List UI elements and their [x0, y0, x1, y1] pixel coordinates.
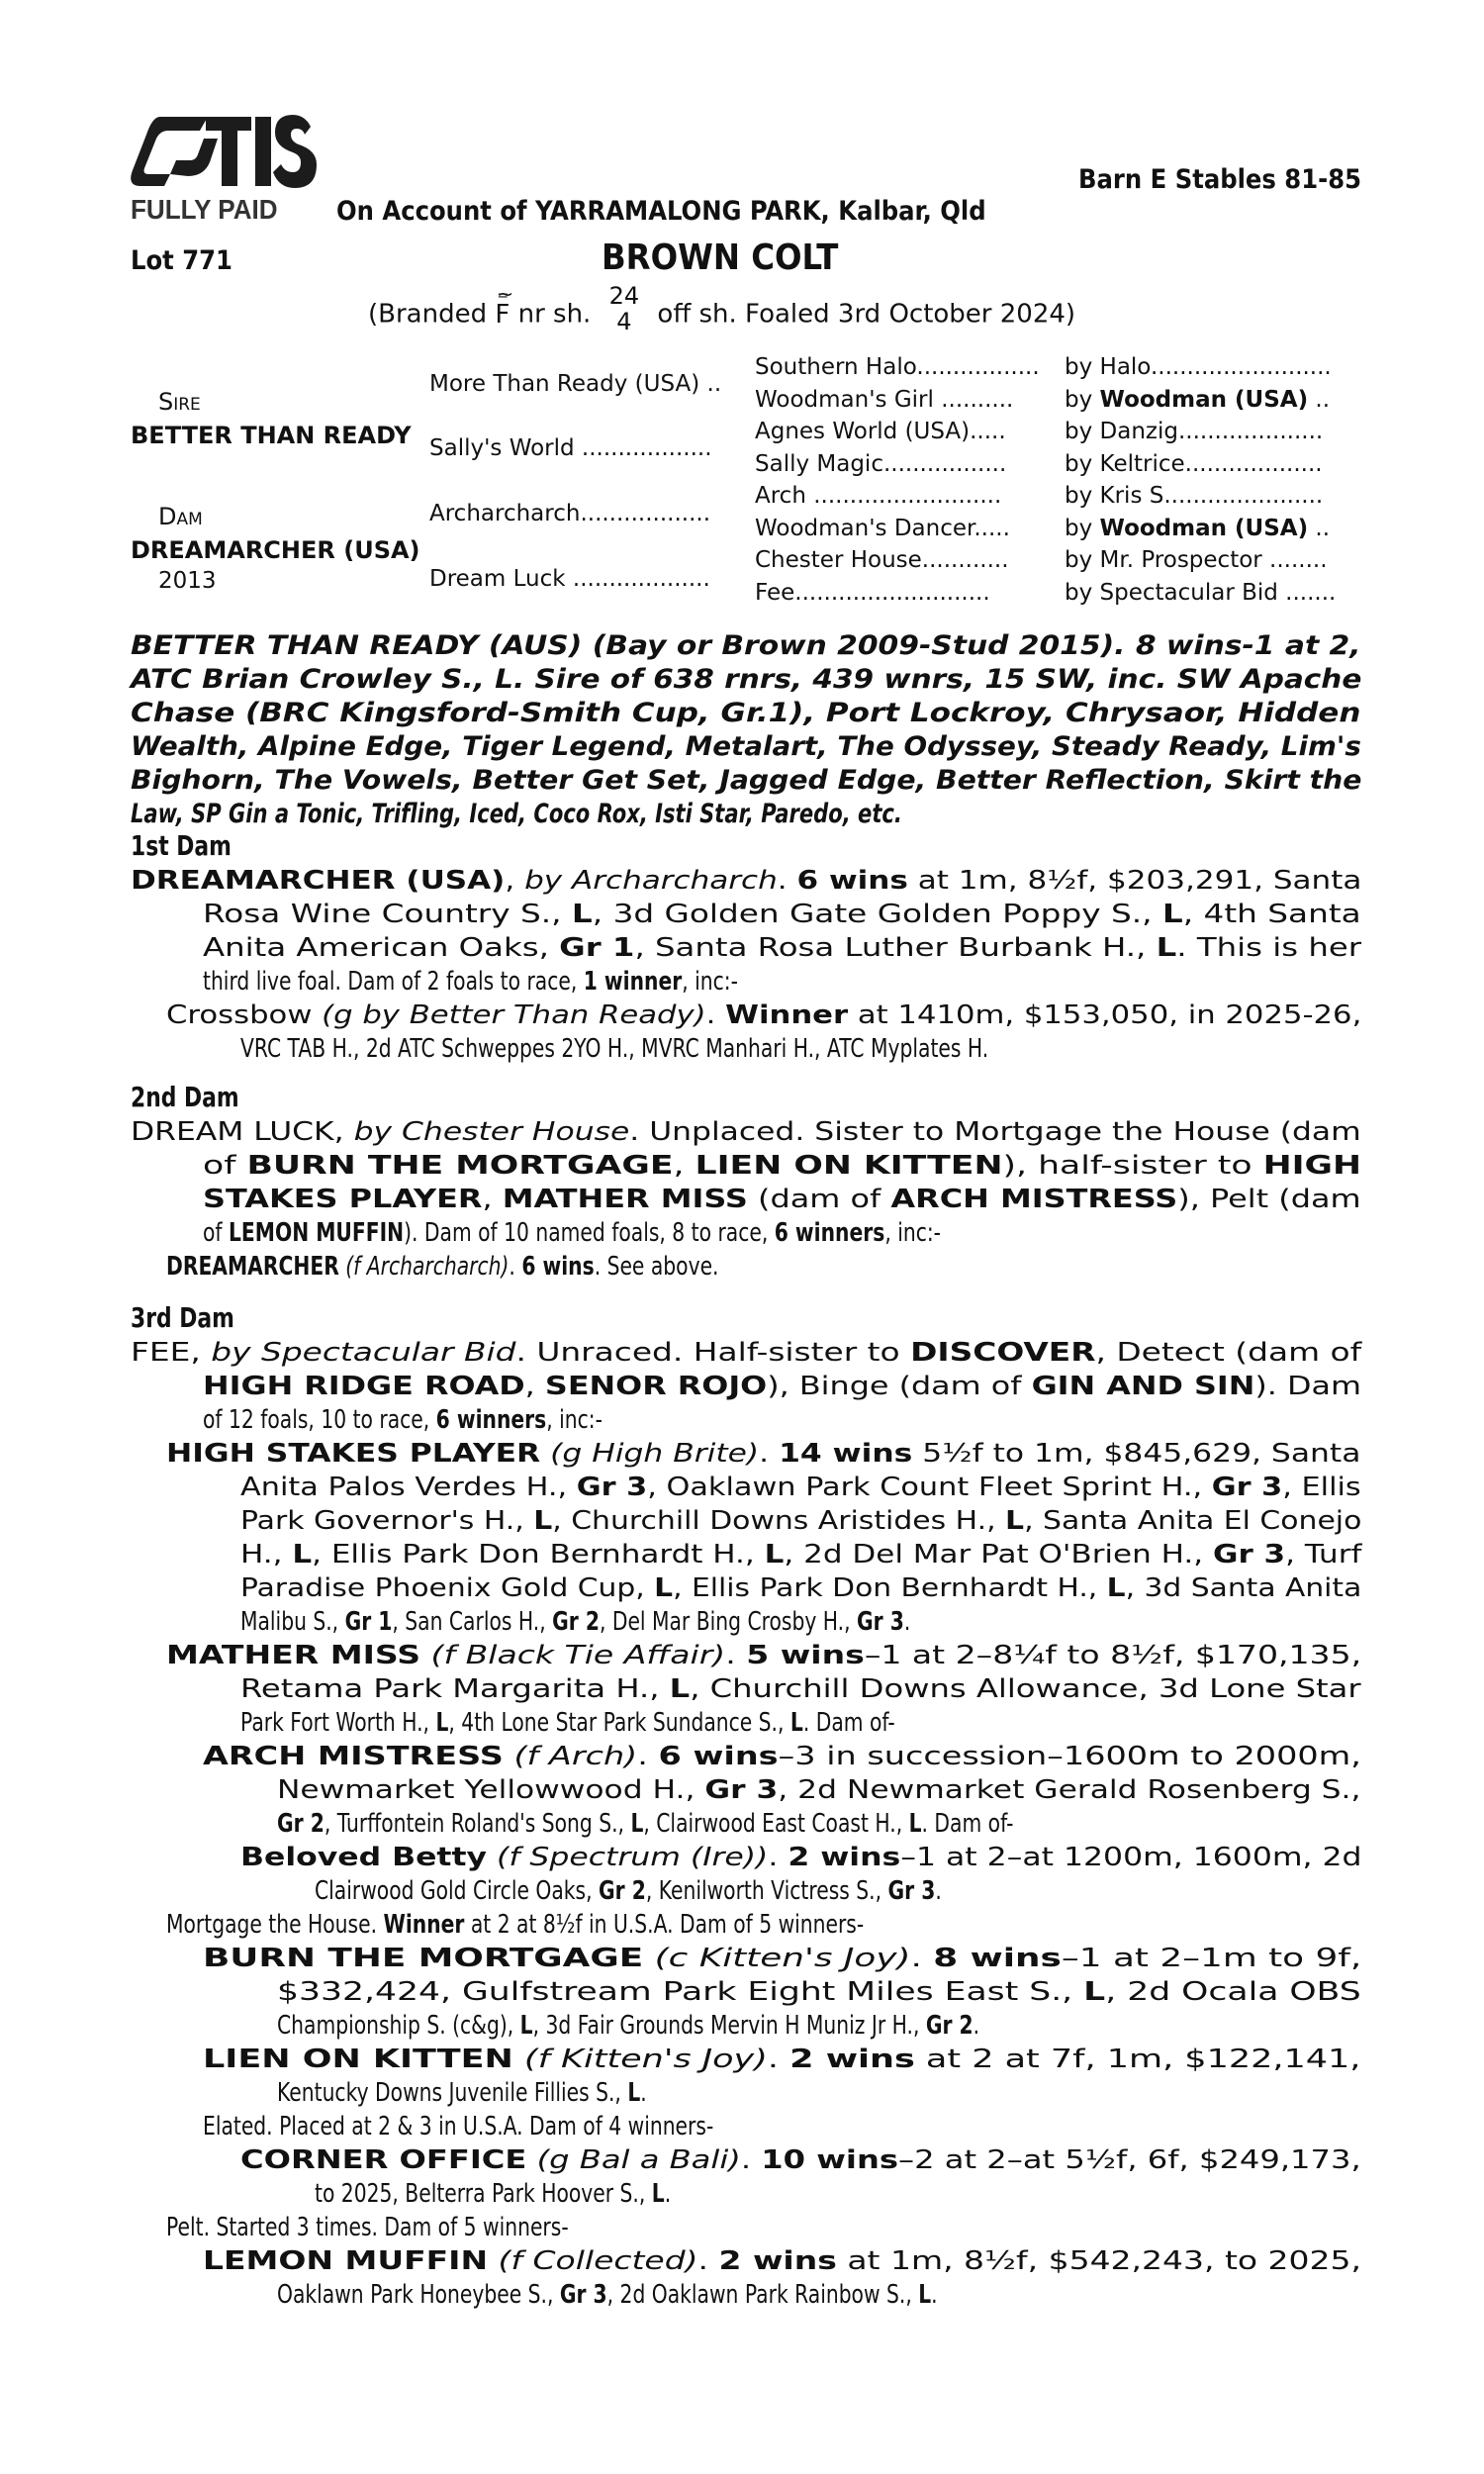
text: , Churchill Downs Allowance, 3d Lone Star: [690, 1674, 1361, 1704]
section-heading: 2nd Dam: [131, 1081, 239, 1113]
bold-text: Gr 3: [1212, 1540, 1286, 1570]
vendor-account: On Account of YARRAMALONG PARK, Kalbar, Qld: [336, 196, 986, 227]
bold-text: L: [630, 1809, 644, 1839]
text: . Unraced. Half-sister to: [515, 1338, 911, 1368]
sire-summary-line: ATC Brian Crowley S., L. Sire of 638 rnrs, 439 wnrs, 15 SW, inc. SW Apache: [131, 664, 1362, 695]
text: [504, 1742, 514, 1771]
text: [420, 1641, 431, 1670]
pedigree-text-line: [203, 1216, 941, 1250]
bold-text: L: [1005, 1506, 1025, 1536]
italic-text: (f Spectrum (Ire)): [497, 1843, 769, 1872]
text: , 2d Ocala OBS: [1105, 1977, 1361, 2007]
text: Elated. Placed at 2 & 3 in U.S.A. Dam of 4 winners-: [203, 2112, 714, 2141]
bold-text: L: [533, 1506, 553, 1536]
bold-text: HIGH: [1262, 1151, 1361, 1181]
text: Rosa Wine Country S.,: [203, 900, 572, 929]
text: –2 at 2–at 5½f, 6f, $249,173,: [897, 2145, 1361, 2175]
text: ,: [524, 1372, 545, 1401]
text: FEE,: [131, 1338, 212, 1368]
text: . This is her: [1176, 933, 1362, 963]
pedigree-text-line: [131, 1115, 1361, 1149]
text: Park Governor's H.,: [240, 1506, 534, 1536]
text: , 3d Fair Grounds Mervin H Muniz Jr H.,: [532, 2011, 926, 2041]
text: Malibu S.,: [240, 1607, 345, 1637]
text: , Clairwood East Coast H.,: [643, 1809, 909, 1839]
text: , 3d Golden Gate Golden Poppy S.,: [592, 900, 1162, 929]
text: , Oaklawn Park Count Fleet Sprint H.,: [647, 1473, 1212, 1502]
sire-label: Sire: [158, 388, 201, 416]
pedigree-gen3-by: by Halo.........................: [1065, 354, 1332, 380]
bold-text: DREAMARCHER: [166, 1252, 339, 1282]
bold-text: LEMON MUFFIN: [203, 2246, 489, 2276]
text: Paradise Phoenix Gold Cup,: [240, 1573, 655, 1603]
pedigree-text-line: [166, 1437, 1360, 1471]
text: VRC TAB H., 2d ATC Schweppes 2YO H., MVRC Manhari H., ATC Myplates H.: [240, 1034, 989, 1064]
pedigree-gen3-name: Fee...........................: [755, 579, 990, 606]
bold-text: Gr 3: [704, 1775, 779, 1805]
bold-text: Gr 2: [552, 1607, 600, 1637]
bold-text: 5 wins: [746, 1641, 865, 1670]
bold-text: 6 winners: [435, 1405, 547, 1435]
text: .: [973, 2011, 980, 2041]
text: Retama Park Margarita H.,: [240, 1674, 670, 1704]
text: . Dam of-: [802, 1708, 895, 1738]
text: , Turf: [1285, 1540, 1362, 1570]
italic-text: by Spectacular Bid: [211, 1338, 516, 1368]
text: Anita Palos Verdes H.,: [240, 1473, 577, 1502]
text: .: [664, 2179, 672, 2209]
text: at 1m, 8½f, $203,291, Santa: [907, 866, 1362, 896]
text: , Ellis: [1282, 1473, 1361, 1502]
text: –1 at 2–1m to 9f,: [1061, 1944, 1362, 1973]
bold-text: Gr 2: [277, 1809, 325, 1839]
bold-text: L: [789, 1708, 803, 1738]
pedigree-gen3-sire: [1065, 580, 1336, 606]
text: Clairwood Gold Circle Oaks,: [315, 1876, 599, 1906]
text: .: [740, 2145, 762, 2175]
pedigree-gen3-name: Woodman's Dancer.....: [755, 515, 1010, 541]
bold-text: L: [519, 2011, 533, 2041]
text: , inc:-: [682, 967, 738, 997]
pedigree-gen3-name: Arch ..........................: [755, 483, 1002, 509]
bold-text: Gr 3: [887, 1876, 936, 1906]
sire-summary-line: BETTER THAN READY (AUS) (Bay or Brown 2009-Stud 2015). 8 wins-1 at 2,: [131, 630, 1361, 661]
sire-summary-line: Wealth, Alpine Edge, Tiger Legend, Metalart, The Odyssey, Steady Ready, Lim's: [131, 731, 1361, 762]
pedigree-gen3-by: by Danzig....................: [1065, 419, 1324, 444]
pedigree-text-line: [240, 1538, 1361, 1571]
section-heading: 3rd Dam: [131, 1301, 234, 1334]
bold-text: Winner: [383, 1910, 465, 1940]
brand-line: [368, 282, 1076, 340]
italic-text: (f Archarcharch): [345, 1252, 510, 1282]
pedigree-gen3-name: Sally Magic.................: [755, 450, 1007, 477]
bold-text: 2 wins: [788, 1843, 901, 1872]
text: of: [203, 1218, 229, 1248]
dam-year: 2013: [158, 568, 217, 594]
text: Newmarket Yellowwood H.,: [277, 1775, 705, 1805]
text: –1 at 2–at 1200m, 1600m, 2d: [900, 1843, 1362, 1872]
text: .: [935, 1876, 942, 1906]
bold-text: L: [918, 2280, 932, 2310]
bold-text: L: [764, 1540, 785, 1570]
bold-text: L: [435, 1708, 449, 1738]
bold-text: STAKES PLAYER: [203, 1185, 483, 1214]
bold-text: 6 wins: [658, 1742, 779, 1771]
pedigree-text-line: [166, 999, 1361, 1032]
dam-name: DREAMARCHER (USA): [131, 536, 420, 564]
text: , Ellis Park Don Bernhardt H.,: [673, 1573, 1107, 1603]
italic-text: by Chester House: [353, 1117, 630, 1147]
pedigree-gen2-0: More Than Ready (USA) ..: [429, 371, 722, 397]
pedigree-gen3-by-bold: Woodman (USA): [1099, 386, 1309, 413]
italic-text: (f Arch): [513, 1742, 638, 1771]
bold-text: MATHER MISS: [502, 1185, 748, 1214]
text: . See above.: [594, 1252, 719, 1282]
pedigree-text-line: [240, 1605, 910, 1639]
bold-text: CORNER OFFICE: [240, 2145, 527, 2175]
pedigree-gen3-by: by Keltrice...................: [1065, 450, 1323, 477]
italic-text: by Archarcharch: [524, 866, 778, 896]
bold-text: ARCH MISTRESS: [890, 1185, 1178, 1214]
pedigree-gen3-by: by: [1065, 515, 1100, 541]
lot-number: Lot 771: [131, 245, 232, 276]
bold-text: L: [292, 1540, 313, 1570]
sire-summary-line: Chase (BRC Kingsford-Smith Cup, Gr.1), Port Lockroy, Chrysaor, Hidden: [131, 698, 1361, 728]
text: .: [705, 1000, 726, 1030]
pedigree-text-line: [166, 1639, 1361, 1672]
pedigree-text-line: [240, 1032, 988, 1066]
pedigree-text-line: [203, 1403, 603, 1437]
italic-text: (g by Better Than Ready): [322, 1000, 706, 1030]
branded-prefix: (Branded: [368, 299, 488, 330]
pedigree-text-line: [203, 1740, 1361, 1773]
text: [526, 2145, 536, 2175]
brand-letter-icon: ~ F =: [495, 300, 510, 330]
pedigree-text-line: [203, 898, 1361, 931]
bold-text: GIN AND SIN: [1031, 1372, 1255, 1401]
pedigree-gen3-sire: [1065, 547, 1328, 573]
text: , Churchill Downs Aristides H.,: [552, 1506, 1006, 1536]
text: Oaklawn Park Honeybee S.,: [277, 2280, 560, 2310]
text: at 2 at 7f, 1m, $122,141,: [914, 2045, 1361, 2074]
text: , Del Mar Bing Crosby H.,: [599, 1607, 858, 1637]
bold-text: HIGH RIDGE ROAD: [203, 1372, 525, 1401]
pedigree-gen3-by-post: ..: [1308, 386, 1331, 413]
pedigree-text-line: [203, 2244, 1361, 2278]
text: Crossbow: [166, 1000, 323, 1030]
text: of 12 foals, 10 to race,: [203, 1405, 436, 1435]
sire-summary-line: Law, SP Gin a Tonic, Trifling, Iced, Coco Rox, Isti Star, Paredo, etc.: [131, 799, 902, 829]
bold-text: L: [1106, 1573, 1126, 1603]
bold-text: 14 wins: [779, 1439, 913, 1469]
text: .: [725, 1641, 747, 1670]
pedigree-text-line: [166, 1250, 718, 1284]
bold-text: Gr 3: [559, 2280, 607, 2310]
pedigree-gen3-by-post: ..: [1308, 515, 1331, 541]
text: , Santa Rosa Luther Burbank H.,: [634, 933, 1157, 963]
pedigree-text-line: [277, 1975, 1361, 2009]
text: third live foal. Dam of 2 foals to race,: [203, 967, 584, 997]
text: DREAM LUCK,: [131, 1117, 354, 1147]
pedigree-text-line: [240, 1471, 1361, 1504]
bold-text: BURN THE MORTGAGE: [203, 1944, 644, 1973]
text: ). Dam of 10 named foals, 8 to race,: [404, 1218, 775, 1248]
pedigree-text-line: [240, 1672, 1361, 1706]
pedigree-text-line: [131, 864, 1361, 898]
pedigree-text-line: [203, 1149, 1361, 1183]
bold-text: Gr 3: [1211, 1473, 1283, 1502]
text: , Santa Anita El Conejo: [1024, 1506, 1362, 1536]
text: ,: [482, 1185, 503, 1214]
bold-text: L: [654, 1573, 674, 1603]
bold-text: 10 wins: [761, 2145, 898, 2175]
text: , 4th Santa: [1182, 900, 1361, 929]
text: of: [203, 1151, 247, 1181]
pedigree-text-line: [240, 1571, 1361, 1605]
text: $332,424, Gulfstream Park Eight Miles East S.,: [277, 1977, 1084, 2007]
italic-text: (f Black Tie Affair): [430, 1641, 726, 1670]
bold-text: L: [571, 900, 593, 929]
pedigree-gen3-by-bold: Woodman (USA): [1099, 515, 1309, 541]
lot-title: BROWN COLT: [602, 238, 839, 278]
text: [540, 1439, 550, 1469]
brand-fraction-bottom: 4: [616, 308, 632, 335]
pedigree-gen3-name: Southern Halo.................: [755, 354, 1040, 380]
pedigree-gen3-sire: [1065, 451, 1323, 477]
bold-text: 6 winners: [774, 1218, 885, 1248]
bold-text: Gr 2: [925, 2011, 974, 2041]
text: .: [640, 2078, 647, 2108]
brand-fraction-top: 24: [608, 282, 640, 310]
otis-wordmark-icon: [131, 111, 319, 190]
text: [513, 2045, 524, 2074]
text: , inc:-: [546, 1405, 603, 1435]
text: H.,: [240, 1540, 293, 1570]
brand-fraction: [609, 283, 640, 334]
text: [643, 1944, 654, 1973]
bold-text: SENOR ROJO: [544, 1372, 768, 1401]
pedigree-text-line: [131, 1336, 1361, 1370]
text: Park Fort Worth H.,: [240, 1708, 436, 1738]
pedigree-text-line: [277, 2076, 647, 2110]
bold-text: LIEN ON KITTEN: [203, 2045, 513, 2074]
bold-text: L: [1083, 1977, 1106, 2007]
text: .: [903, 1607, 911, 1637]
text: , 2d Oaklawn Park Rainbow S.,: [606, 2280, 919, 2310]
pedigree-text-line: [277, 2009, 979, 2043]
pedigree-text-line: [240, 2143, 1361, 2177]
text: . Dam of-: [921, 1809, 1014, 1839]
bold-text: L: [1156, 933, 1177, 963]
bold-text: DREAMARCHER (USA): [131, 866, 506, 896]
pedigree-gen3-sire: [1065, 419, 1323, 444]
text: , Turffontein Roland's Song S.,: [324, 1809, 631, 1839]
text: –1 at 2–8¼f to 8½f, $170,135,: [864, 1641, 1362, 1670]
bold-text: Gr 3: [576, 1473, 648, 1502]
pedigree-gen3-by: by Spectacular Bid .......: [1065, 579, 1337, 606]
text: , Kenilworth Victress S.,: [645, 1876, 888, 1906]
bold-text: 2 wins: [789, 2045, 915, 2074]
bold-text: Gr 3: [857, 1607, 904, 1637]
otis-logo: [131, 111, 319, 239]
fully-paid-label: FULLY PAID: [131, 194, 278, 225]
text: .: [931, 2280, 938, 2310]
pedigree-gen2-3: Dream Luck ...................: [429, 566, 710, 592]
text: , inc:-: [884, 1218, 941, 1248]
bold-text: 8 wins: [933, 1944, 1062, 1973]
barn-location: Barn E Stables 81-85: [1078, 164, 1361, 195]
text: , 2d Newmarket Gerald Rosenberg S.,: [778, 1775, 1361, 1805]
bold-text: Gr 1: [559, 933, 635, 963]
text: 5½f to 1m, $845,629, Santa: [912, 1439, 1361, 1469]
bold-text: BURN THE MORTGAGE: [246, 1151, 674, 1181]
text: ). Dam: [1254, 1372, 1361, 1401]
pedigree-gen3-by: by: [1065, 386, 1100, 413]
pedigree-gen3-sire: [1065, 483, 1323, 509]
pedigree-text-line: [203, 931, 1361, 965]
pedigree-gen3-name: Woodman's Girl ..........: [755, 386, 1014, 413]
text: Kentucky Downs Juvenile Fillies S.,: [277, 2078, 628, 2108]
bold-text: 2 wins: [718, 2246, 837, 2276]
text: , 4th Lone Star Park Sundance S.,: [448, 1708, 790, 1738]
bold-text: HIGH STAKES PLAYER: [166, 1439, 541, 1469]
text: .: [697, 2246, 719, 2276]
text: at 1410m, $153,050, in 2025-26,: [848, 1000, 1362, 1030]
text: .: [768, 1843, 788, 1872]
text: at 2 at 8½f in U.S.A. Dam of 5 winners-: [464, 1910, 865, 1940]
pedigree-text-line: [277, 1773, 1360, 1807]
text: , Ellis Park Don Bernhardt H.,: [312, 1540, 765, 1570]
text: , 2d Del Mar Pat O'Brien H.,: [784, 1540, 1213, 1570]
text: (dam of: [747, 1185, 891, 1214]
pedigree-text-line: [240, 1504, 1361, 1538]
text: –3 in succession–1600m to 2000m,: [778, 1742, 1361, 1771]
text: [487, 1843, 497, 1872]
text: [488, 2246, 498, 2276]
text: ), half-sister to: [1002, 1151, 1263, 1181]
pedigree-gen3-by: by Mr. Prospector ........: [1065, 547, 1328, 573]
pedigree-text-line: [203, 1942, 1361, 1975]
pedigree-text-line: [203, 1183, 1361, 1216]
pedigree-text-line: [315, 2177, 671, 2211]
pedigree-gen3-sire: [1065, 387, 1330, 413]
text: .: [777, 866, 797, 896]
text: .: [509, 1252, 522, 1282]
pedigree-text-line: [203, 2110, 713, 2143]
pedigree-text-line: [203, 1370, 1361, 1403]
text: . Unplaced. Sister to Mortgage the House (dam: [629, 1117, 1361, 1147]
section-heading: 1st Dam: [131, 829, 232, 862]
text: , San Carlos H.,: [392, 1607, 553, 1637]
italic-text: (g Bal a Bali): [536, 2145, 741, 2175]
text: ), Binge (dam of: [767, 1372, 1032, 1401]
text: Mortgage the House.: [166, 1910, 384, 1940]
text: .: [910, 1944, 934, 1973]
bold-text: MATHER MISS: [166, 1641, 421, 1670]
bold-text: L: [627, 2078, 641, 2108]
bold-text: LEMON MUFFIN: [228, 1218, 405, 1248]
pedigree-text-line: [277, 1807, 1013, 1841]
italic-text: (f Collected): [498, 2246, 698, 2276]
text: ,: [673, 1151, 696, 1181]
bold-text: Gr 1: [344, 1607, 393, 1637]
italic-text: (c Kitten's Joy): [654, 1944, 911, 1973]
bold-text: LIEN ON KITTEN: [695, 1151, 1003, 1181]
bold-text: Winner: [725, 1000, 849, 1030]
bold-text: L: [1161, 900, 1183, 929]
bold-text: L: [651, 2179, 665, 2209]
pedigree-gen3-by: by Kris S......................: [1065, 483, 1324, 509]
branded-near: nr sh.: [517, 299, 592, 330]
text: Pelt. Started 3 times. Dam of 5 winners-: [166, 2213, 569, 2242]
text: .: [759, 1439, 780, 1469]
pedigree-gen2-1: Sally's World ..................: [429, 435, 712, 461]
text: Championship S. (c&g),: [277, 2011, 520, 2041]
pedigree-gen3-sire: [1065, 354, 1332, 380]
bold-text: ARCH MISTRESS: [203, 1742, 504, 1771]
text: .: [767, 2045, 790, 2074]
bold-text: 1 winner: [583, 967, 683, 997]
pedigree-gen3-name: Chester House............: [755, 547, 1009, 573]
pedigree-gen2-2: Archarcharch..................: [429, 501, 711, 526]
pedigree-gen3-sire: [1065, 516, 1330, 541]
pedigree-text-line: [315, 1874, 942, 1908]
branded-suffix: off sh. Foaled 3rd October 2024): [657, 299, 1076, 330]
text: ,: [505, 866, 525, 896]
text: at 1m, 8½f, $542,243, to 2025,: [836, 2246, 1361, 2276]
pedigree-text-line: [203, 965, 738, 999]
italic-text: (g High Brite): [550, 1439, 760, 1469]
pedigree-text-line: [166, 2211, 569, 2244]
pedigree-gen3-name: Agnes World (USA).....: [755, 419, 1006, 444]
pedigree-text-line: [203, 2043, 1360, 2076]
bold-text: DISCOVER: [910, 1338, 1096, 1368]
text: to 2025, Belterra Park Hoover S.,: [315, 2179, 652, 2209]
pedigree-text-line: [240, 1706, 895, 1740]
bold-text: 6 wins: [521, 1252, 595, 1282]
bold-text: L: [908, 1809, 922, 1839]
dam-label: Dam: [158, 503, 203, 530]
text: , 3d Santa Anita: [1125, 1573, 1362, 1603]
bold-text: 6 wins: [796, 866, 908, 896]
text: , Detect (dam of: [1095, 1338, 1362, 1368]
pedigree-text-line: [277, 2278, 938, 2312]
text: ), Pelt (dam: [1177, 1185, 1361, 1214]
bold-text: Gr 2: [598, 1876, 646, 1906]
sire-summary-line: Bighorn, The Vowels, Better Get Set, Jagged Edge, Better Reflection, Skirt the: [131, 765, 1362, 796]
sire-name: BETTER THAN READY: [131, 422, 412, 449]
pedigree-text-line: [166, 1908, 864, 1942]
bold-text: Beloved Betty: [240, 1843, 488, 1872]
italic-text: (f Kitten's Joy): [523, 2045, 768, 2074]
text: .: [637, 1742, 659, 1771]
pedigree-text-line: [240, 1841, 1362, 1874]
bold-text: L: [669, 1674, 691, 1704]
text: Anita American Oaks,: [203, 933, 560, 963]
